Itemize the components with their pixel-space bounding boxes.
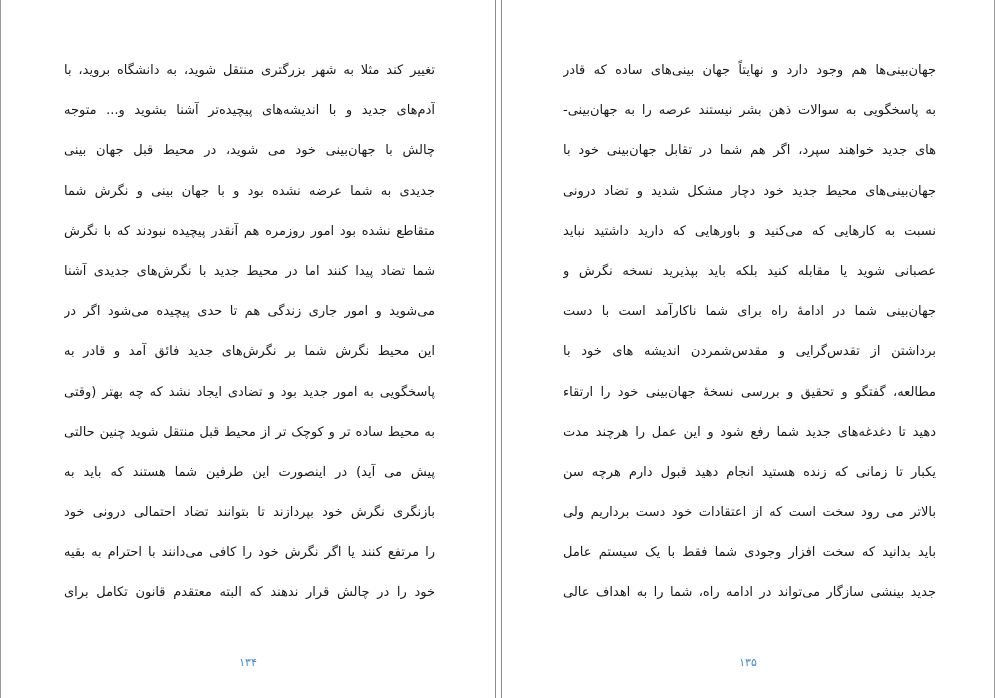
text-line: خود را در چالش قرار ندهند که البته معتقدم قانون تکامل برای <box>64 585 435 601</box>
text-line: مطالعه، گفتگو و تحقیق و بررسی نسخهٔ جهان‌بینی خود را ارتقاء <box>563 384 936 400</box>
text-line: یکبار تا زمانی که زنده هستید انجام دهید قبول دارم هرچه سن <box>563 464 936 480</box>
text-line: آدم‌های جدید و با اندیشه‌های پیچیده‌تر آشنا بشوید و... متوجه <box>64 103 435 119</box>
text-line: جدیدی به شما عرضه نشده بود و با جهان بینی و نگرش شما <box>64 183 435 199</box>
text-line: برداشتن از تقدس‌گرایی و مقدس‌شمردن اندیشه های خود با <box>563 344 936 360</box>
text-line: باید بدانید که سخت افزار وجودی شما فقط با یک سیستم عامل <box>563 545 936 561</box>
left-page <box>0 0 495 698</box>
text-line: به پاسخگویی به سوالات ذهن بشر نیستند عرصه را به جهان‌بینی- <box>563 103 936 119</box>
page-number-left: ۱۳۴ <box>239 656 257 669</box>
text-line: به محیط ساده تر و کوچک تر از محیط قبل منتقل شوید چنین حالتی <box>64 424 435 440</box>
right-page-body <box>563 51 936 614</box>
text-line: شما تضاد پیدا کنند اما در محیط جدید با نگرش‌های جدیدی آشنا <box>64 263 435 279</box>
text-line: بالاتر می رود سخت است که از اعتقادات خود دست برداریم ولی <box>563 505 936 521</box>
text-line: این محیط نگرش شما بر نگرش‌های جدید فائق آمد و قادر به <box>64 344 435 360</box>
left-page-body <box>64 51 435 614</box>
text-line: متقاطع نشده بود امور روزمره هم آنقدر پیچیده نبودند که با نگرش <box>64 223 435 239</box>
text-line: پاسخگویی به امور جدید بود و تضادی ایجاد نشد که چه بهتر (وقتی <box>64 384 435 400</box>
text-line: جهان‌بینی‌ها هم وجود دارد و نهایتاً جهان بینی‌های ساده که قادر <box>563 63 936 78</box>
page-number-right: ۱۳۵ <box>739 656 757 669</box>
text-line: های جدید خواهند سپرد، اگر هم شما در تقابل جهان‌بینی خود با <box>563 143 936 159</box>
text-line: بازنگری نگرش خود بپردازند تا بتوانند تضاد احتمالی درونی خود <box>64 505 435 521</box>
text-line: جدید بینشی سازگار می‌تواند در ادامه راه، شما را به اهداف عالی <box>563 585 936 601</box>
page-gutter <box>495 0 502 698</box>
text-line: می‌شوید و امور جاری زندگی هم تا حدی پیچیده می‌شود اگر در <box>64 304 435 320</box>
text-line: چالش با جهان‌بینی خود می شوید، در محیط قبل جهان بینی <box>64 143 435 159</box>
text-line: تغییر کند مثلا به شهر بزرگتری منتقل شوید، به دانشگاه بروید، با <box>64 63 435 78</box>
text-line: عصبانی شوید یا مقابله کنید بلکه باید بپذیرید نسخه نگرش و <box>563 263 936 279</box>
text-line: دهید تا دغدغه‌های جدید شما رفع شود و این عمل را هرچند مدت <box>563 424 936 440</box>
text-line: جهان‌بینی‌های محیط جدید خود دچار مشکل شدید و تضاد درونی <box>563 183 936 199</box>
text-line: پیش می آید) در اینصورت این طرفین شما هستند که باید به <box>64 464 435 480</box>
text-line: جهان‌بینی شما در ادامهٔ راه برای شما ناکارآمد است با دست <box>563 304 936 320</box>
text-line: نسبت به کارهایی که می‌کنید و باورهایی که دارید داشتید نباید <box>563 223 936 239</box>
text-line: را مرتفع کنند یا اگر نگرش خود را کافی می‌دانند با احترام به بقیه <box>64 545 435 561</box>
right-page <box>502 0 995 698</box>
